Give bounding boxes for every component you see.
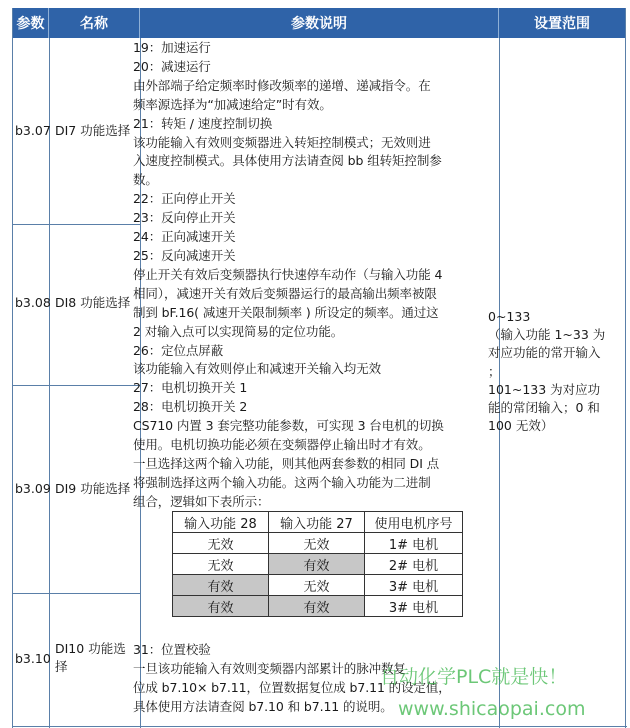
- range-line: 0~133: [488, 309, 531, 324]
- motor-table-cell: 有效: [173, 596, 269, 617]
- description-top: [133, 39, 487, 512]
- motor-table-cell: 无效: [173, 533, 269, 554]
- motor-table-cell: 无效: [269, 533, 365, 554]
- param-name-line: DI10 功能选: [55, 641, 126, 656]
- desc-line: 28：电机切换开关 2: [133, 399, 248, 415]
- param-name-b3-09: DI9 功能选择: [55, 481, 131, 496]
- header-range: 设置范围: [499, 8, 625, 38]
- desc-line: 25：反向减速开关: [133, 247, 236, 263]
- row-divider: [13, 385, 140, 386]
- motor-table-cell: 3# 电机: [365, 575, 463, 596]
- desc-line: 制到 bF.16( 减速开关限制频率 ) 所设定的频率。通过这: [133, 304, 439, 320]
- motor-table-cell: 有效: [269, 596, 365, 617]
- desc-line: 停止开关有效后变频器执行快速停车动作（与输入功能 4: [133, 266, 443, 282]
- range-line: （输入功能 1~33 为: [488, 327, 606, 343]
- desc-line: 一旦选择这两个输入功能，则其他两套参数的相同 DI 点: [133, 455, 440, 471]
- param-code-b3-10: b3.10: [15, 651, 51, 666]
- motor-table-cell: 2# 电机: [365, 554, 463, 575]
- desc-line: 31：位置校验: [133, 642, 211, 657]
- desc-line: 数。: [133, 172, 158, 188]
- desc-line: 使用。电机切换功能必须在变频器停止输出时才有效。: [133, 437, 431, 453]
- desc-line: 23：反向停止开关: [133, 210, 236, 226]
- range-line: ；: [488, 363, 501, 379]
- desc-line: 该功能输入有效则停止和减速开关输入均无效: [133, 361, 382, 377]
- motor-table-row: [173, 575, 463, 596]
- range-line: 能的常闭输入；0 和: [488, 400, 600, 416]
- desc-line: 22：正向停止开关: [133, 191, 236, 207]
- desc-line: 频率源选择为“加减速给定”时有效。: [133, 96, 332, 112]
- table-bottom-border: [13, 726, 627, 727]
- range-line: 100 无效）: [488, 418, 554, 434]
- desc-line: 24：正向减速开关: [133, 229, 236, 245]
- motor-table-header: 输入功能 28: [173, 512, 269, 533]
- row-divider: [13, 593, 140, 594]
- param-code-b3-09: b3.09: [15, 481, 51, 496]
- desc-line: 19：加速运行: [133, 40, 211, 55]
- desc-line: 入速度控制模式。具体使用方法请查阅 bb 组转矩控制参: [133, 153, 442, 169]
- motor-table-row: [173, 554, 463, 575]
- param-name-b3-10: [55, 640, 126, 676]
- param-code-b3-08: b3.08: [15, 295, 51, 310]
- desc-line: 20：减速运行: [133, 58, 211, 74]
- desc-line: 将强制选择这两个输入功能。这两个输入功能为二进制: [133, 474, 431, 490]
- motor-switch-table: [172, 511, 463, 617]
- desc-line: 一旦该功能输入有效则变频器内部累计的脉冲数复: [133, 660, 406, 676]
- motor-table-row: [173, 533, 463, 554]
- range-line: 101~133 为对应功: [488, 381, 601, 397]
- motor-table-cell: 1# 电机: [365, 533, 463, 554]
- desc-line: 组合，逻辑如下表所示：: [133, 493, 270, 509]
- motor-table-row: [173, 596, 463, 617]
- desc-line: CS710 内置 3 套完整功能参数，可实现 3 台电机的切换: [133, 418, 444, 434]
- header-param: 参数: [13, 8, 49, 38]
- motor-table-cell: 3# 电机: [365, 596, 463, 617]
- desc-line: 相同），减速开关有效后变频器运行的最高输出频率被限: [133, 285, 437, 301]
- desc-line: 21：转矩 / 速度控制切换: [133, 115, 273, 131]
- range-line: 对应功能的常开输入: [488, 345, 601, 361]
- setting-range: [486, 308, 614, 435]
- header-name: 名称: [49, 8, 140, 38]
- param-code-b3-07: b3.07: [15, 123, 51, 138]
- desc-line: 27：电机切换开关 1: [133, 380, 248, 396]
- desc-line: 2 对输入点可以实现简易的定位功能。: [133, 323, 344, 339]
- motor-table-header: 输入功能 27: [269, 512, 365, 533]
- watermark-slogan: 自动化学PLC就是快！: [380, 666, 568, 688]
- desc-line: 具体使用方法请查阅 b7.10 和 b7.11 的说明。: [133, 698, 393, 714]
- param-name-b3-08: DI8 功能选择: [55, 295, 131, 310]
- param-name-line: 择: [55, 659, 68, 674]
- desc-line: 26：定位点屏蔽: [133, 342, 224, 358]
- header-desc: 参数说明: [140, 8, 499, 38]
- motor-table-cell: 有效: [173, 575, 269, 596]
- watermark-url: www.shicaopai.com: [398, 698, 586, 720]
- motor-table-header-row: [173, 512, 463, 533]
- desc-line: 位成 b7.10× b7.11，位置数据复位成 b7.11 的设定值，: [133, 679, 451, 695]
- param-name-b3-07: DI7 功能选择: [55, 123, 131, 138]
- column-divider: [49, 38, 50, 728]
- row-divider: [13, 224, 140, 225]
- desc-line: 由外部端子给定频率时修改频率的递增、递减指令。在: [133, 77, 431, 93]
- motor-table-cell: 无效: [269, 575, 365, 596]
- motor-table-cell: 有效: [269, 554, 365, 575]
- motor-table-header: 使用电机序号: [365, 512, 463, 533]
- desc-line: 该功能输入有效则变频器进入转矩控制模式；无效则进: [133, 134, 431, 150]
- motor-table-cell: 无效: [173, 554, 269, 575]
